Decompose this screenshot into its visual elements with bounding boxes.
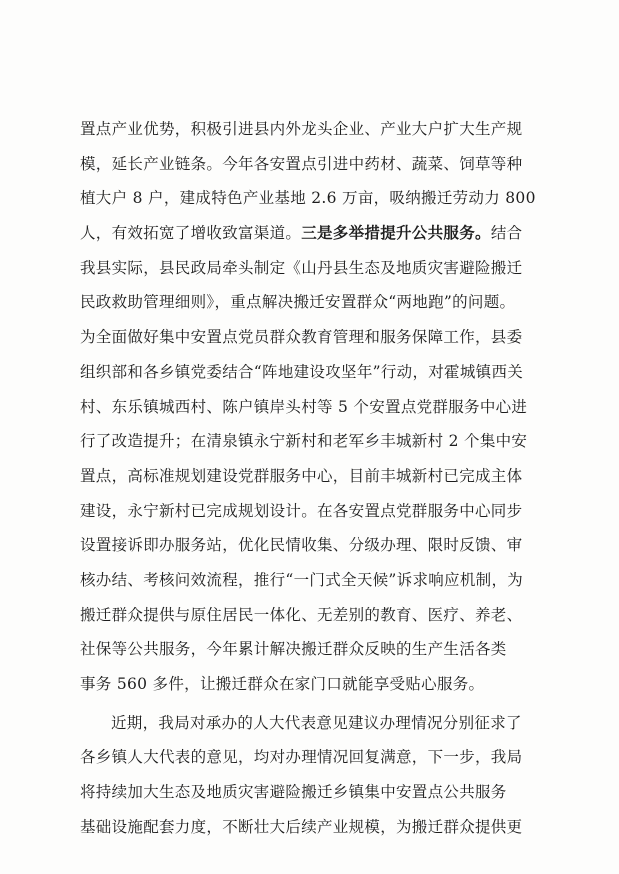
paragraph-line: 为全面做好集中安置点党员群众教育管理和服务保障工作，县委 (80, 328, 523, 347)
paragraph-line: 基础设施配套力度，不断壮大后续产业规模，为搬迁群众提供更 (80, 817, 523, 836)
paragraph-line: 近期，我局对承办的人大代表意见建议办理情况分别征求了 (111, 713, 522, 732)
paragraph-line: 组织部和各乡镇党委结合“阵地建设攻坚年”行动，对霍城镇西关 (80, 362, 524, 381)
paragraph-line: 置点产业优势，积极引进县内外龙头企业、产业大户扩大生产规 (80, 120, 523, 138)
paragraph-line: 社保等公共服务，今年累计解决搬迁群众反映的生产生活各类 (80, 640, 507, 659)
paragraph-line: 核办结、考核问效流程，推行“一门式全天候”诉求响应机制，为 (80, 570, 524, 589)
paragraph-line-with-heading (80, 216, 550, 251)
paragraph-line: 行了改造提升；在清泉镇永宁新村和老军乡丰城新村 2 个集中安 (80, 432, 528, 451)
paragraph-line: 搬迁群众提供与原住居民一体化、无差别的教育、医疗、养老、 (80, 605, 523, 624)
paragraph-line: 设置接诉即办服务站，优化民情收集、分级办理、限时反馈、审 (80, 536, 523, 555)
paragraph-line: 植大户 8 户，建成特色产业基地 2.6 万亩，吸纳搬迁劳动力 800 (80, 189, 536, 208)
paragraph-line: 各乡镇人大代表的意见，均对办理情况回复满意，下一步，我局 (80, 748, 523, 767)
paragraph-line: 将持续加大生态及地质灾害避险搬迁乡镇集中安置点公共服务 (80, 783, 507, 802)
paragraph-line: 我县实际，县民政局牵头制定《山丹县生态及地质灾害避险搬迁 (80, 258, 523, 277)
paragraph-line: 事务 560 多件，让搬迁群众在家门口就能享受贴心服务。 (80, 675, 485, 693)
paragraph-line: 置点，高标准规划建设党群服务中心，目前丰城新村已完成主体 (80, 466, 523, 485)
paragraph-line: 模，延长产业链条。今年各安置点引进中药材、蔬菜、饲草等种 (80, 154, 523, 173)
paragraph-text: 结合 (490, 224, 523, 243)
paragraph-line: 民政救助管理细则》，重点解决搬迁安置群众“两地跑”的问题。 (80, 293, 516, 312)
paragraph-1 (80, 112, 550, 702)
paragraph-2 (80, 706, 550, 845)
paragraph-line: 村、东乐镇城西村、陈户镇岸头村等 5 个安置点党群服务中心进 (80, 397, 528, 416)
document-body (80, 112, 550, 844)
inline-heading: 三是多举措提升公共服务。 (301, 223, 491, 243)
paragraph-text: 人，有效拓宽了增收致富渠道。 (80, 224, 302, 243)
paragraph-line: 建设，永宁新村已完成规划设计。在各安置点党群服务中心同步 (80, 501, 523, 520)
